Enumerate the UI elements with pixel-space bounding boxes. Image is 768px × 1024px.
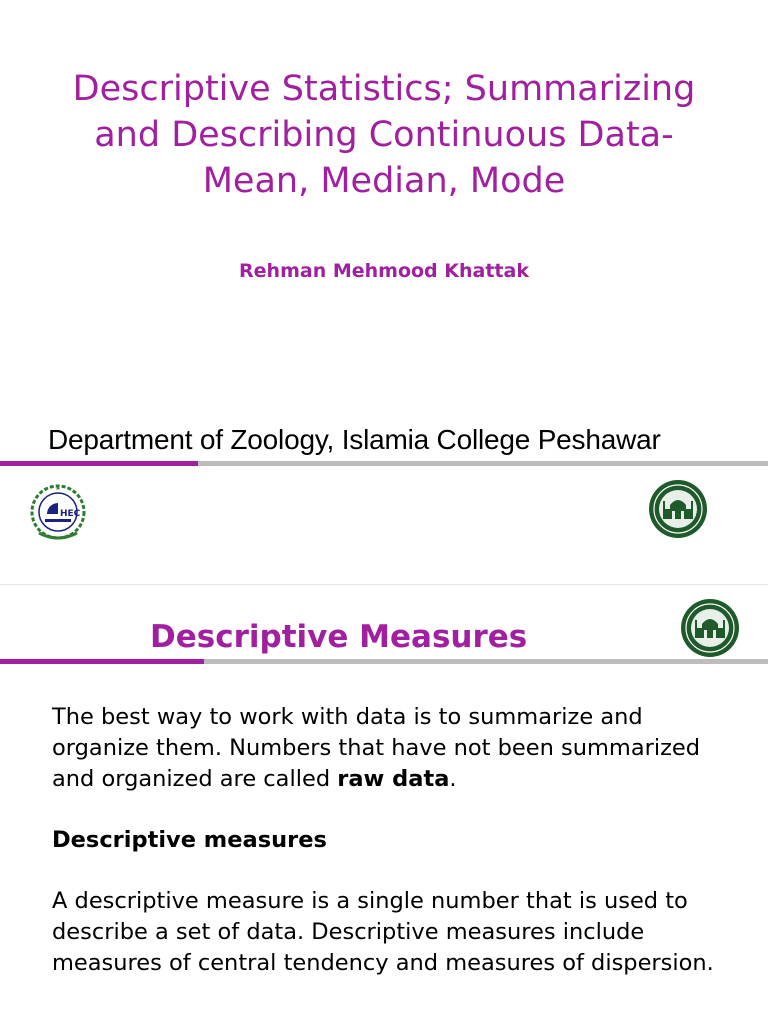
slide-title: Descriptive Measures bbox=[150, 619, 528, 655]
department-name: Department of Zoology, Islamia College Peshawar bbox=[48, 424, 661, 455]
author-name: Rehman Mehmood Khattak bbox=[239, 260, 529, 282]
intro-paragraph bbox=[52, 702, 732, 795]
title-line-1: Descriptive Statistics; Summarizing bbox=[72, 69, 696, 109]
intro-text-end: . bbox=[449, 766, 457, 792]
divider-accent bbox=[0, 659, 204, 664]
intro-text: The best way to work with data is to summarize and organize them. Numbers that have not been summarized and organized are called bbox=[52, 704, 701, 792]
content-slide bbox=[0, 584, 768, 1024]
section-heading: Descriptive measures bbox=[52, 827, 327, 853]
college-seal-icon bbox=[680, 598, 740, 658]
divider-accent bbox=[0, 461, 198, 466]
college-seal-icon bbox=[648, 479, 708, 539]
hec-logo-text: HEC bbox=[60, 509, 81, 519]
title-line-2: and Describing Continuous Data- bbox=[94, 115, 674, 155]
raw-data-term: raw data bbox=[337, 766, 450, 792]
title-line-3: Mean, Median, Mode bbox=[202, 161, 566, 201]
slide-divider bbox=[0, 461, 768, 466]
slide-title bbox=[0, 66, 768, 204]
definition-paragraph: A descriptive measure is a single number that is used to describe a set of data. Descriptive measures include measures of central tendency and measures of dispersion. bbox=[52, 888, 714, 976]
slide-divider bbox=[0, 659, 768, 664]
hec-logo-icon bbox=[27, 483, 89, 541]
